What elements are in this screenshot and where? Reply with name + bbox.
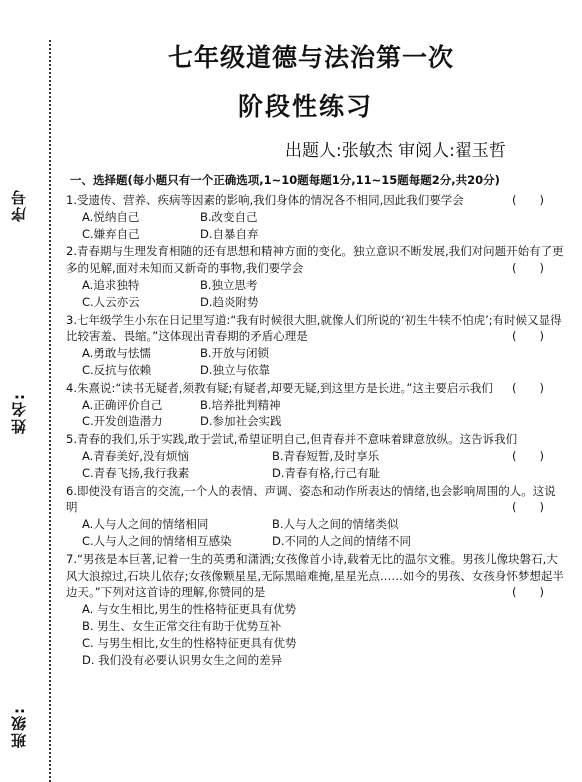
question-stem: [66, 312, 566, 346]
answer-blank: ( ): [512, 585, 544, 600]
option-b: B.改变自己: [200, 209, 258, 224]
option-d: D.趋炎附势: [200, 294, 259, 309]
question-2: [66, 243, 566, 310]
question-stem-text: 3.七年级学生小东在日记里写道:“我有时候很大胆,就像人们所说的‘初生牛犊不怕虎’;有时候又显得比较害羞、畏缩。”这体现出青春期的矛盾心理是: [66, 312, 562, 344]
option-d: D.独立与依靠: [200, 362, 271, 377]
question-5: [66, 431, 566, 481]
question-stem-text: 6.即使没有语言的交流,一个人的表情、声调、姿态和动作所表达的情绪,也会影响周围的人。这说明: [66, 483, 556, 515]
option-list: [82, 345, 566, 379]
answer-blank: ( ): [512, 261, 544, 276]
option-list: [82, 277, 566, 311]
option-a: A.悦纳自己: [82, 209, 140, 224]
option-c: C.人与人之间的情绪相互感染: [82, 533, 232, 548]
option-b: B. 男生、女生正常交往有助于优势互补: [82, 618, 282, 633]
option-a: A.追求独特: [82, 277, 140, 292]
question-stem-text: 2.青春期与生理发育相随的还有思想和精神方面的变化。独立意识不断发展,我们对问题开始有了更多的见解,面对未知而又新奇的事物,我们要学会: [66, 244, 564, 276]
name-label: 姓名:: [10, 392, 28, 434]
question-stem-text: 4.朱熹说:“读书无疑者,须教有疑;有疑者,却要无疑,到这里方是长进。”这主要启示我们: [66, 380, 493, 395]
option-a: A.正确评价自己: [82, 397, 163, 412]
option-list: [82, 397, 566, 431]
question-stem-text: 5.青春的我们,乐于实践,敢于尝试,希望证明自己,但青春并不意味着肆意放纵。这告诉我们: [66, 432, 518, 447]
question-stem: [66, 380, 566, 397]
option-list: [82, 209, 566, 243]
option-c: C. 与男生相比,女生的性格特征更具有优势: [82, 635, 297, 650]
question-1: [66, 192, 566, 242]
option-b: B.开放与闭锁: [200, 346, 270, 361]
option-c: C.开发创造潜力: [82, 414, 163, 429]
option-d: D.参加社会实践: [200, 414, 282, 429]
question-stem: [66, 192, 566, 209]
question-stem-text: 1.受遗传、营养、疾病等因素的影响,我们身体的情况各不相同,因此我们要学会: [66, 193, 464, 207]
answer-blank: ( ): [512, 193, 544, 207]
answer-blank: ( ): [512, 329, 544, 344]
option-d: D.自暴自弃: [200, 226, 259, 241]
option-c: C.人云亦云: [82, 294, 140, 309]
exam-authors: 出题人:张敏杰 审阅人:翟玉哲: [285, 141, 506, 161]
option-d: D.不同的人之间的情绪不同: [272, 533, 412, 548]
option-c: C.青春飞扬,我行我素: [82, 465, 190, 480]
option-a: A.勇敢与怯懦: [82, 346, 151, 361]
question-stem: [66, 243, 566, 277]
class-label: 班级:: [10, 706, 28, 748]
question-3: [66, 312, 566, 379]
option-b: B.人与人之间的情绪类似: [272, 517, 399, 532]
option-a: A.人与人之间的情绪相同: [82, 517, 209, 532]
option-list: [82, 516, 566, 550]
seat-number-label: 序号: [10, 188, 28, 222]
answer-blank: ( ): [512, 500, 544, 515]
exam-title-line2: 阶段性练习: [238, 92, 374, 121]
binding-margin-dotted-line: [49, 40, 51, 782]
question-7: [66, 551, 566, 669]
option-list: [82, 448, 512, 482]
exam-title-line1: 七年级道德与法治第一次: [168, 43, 455, 72]
option-d: D.青春有格,行己有耻: [272, 465, 381, 480]
answer-blank: ( ): [512, 380, 544, 395]
question-stem: [66, 551, 566, 601]
question-6: [66, 483, 566, 550]
option-b: B.青春短暂,及时享乐: [272, 448, 380, 463]
section-heading: 一、选择题(每小题只有一个正确选项,1~10题每题1分,11~15题每题2分,共20分): [70, 173, 500, 187]
option-a: A. 与女生相比,男生的性格特征更具有优势: [82, 602, 297, 617]
option-c: C.嫌弃自己: [82, 226, 140, 241]
question-stem: [66, 483, 566, 517]
answer-blank: ( ): [512, 448, 544, 463]
option-d: D. 我们没有必要认识男女生之间的差异: [82, 652, 283, 667]
question-list: [66, 192, 566, 669]
option-list: [82, 601, 566, 668]
option-c: C.反抗与依赖: [82, 362, 152, 377]
option-b: B.培养批判精神: [200, 397, 281, 412]
option-b: B.独立思考: [200, 277, 258, 292]
question-4: [66, 380, 566, 430]
option-a: A.青春美好,没有烦恼: [82, 448, 189, 463]
question-stem-text: 7.“男孩是本巨著,记着一生的英勇和潇洒;女孩像首小诗,载着无比的温尔文雅。男孩儿像块磐石,大风大浪掠过,石块儿依存;女孩像颗星星,无际黑暗难掩,星星光点……如今的男孩、女孩身怀梦想起半边天。”下列对这首诗的理解,你赞同的是: [66, 551, 564, 600]
